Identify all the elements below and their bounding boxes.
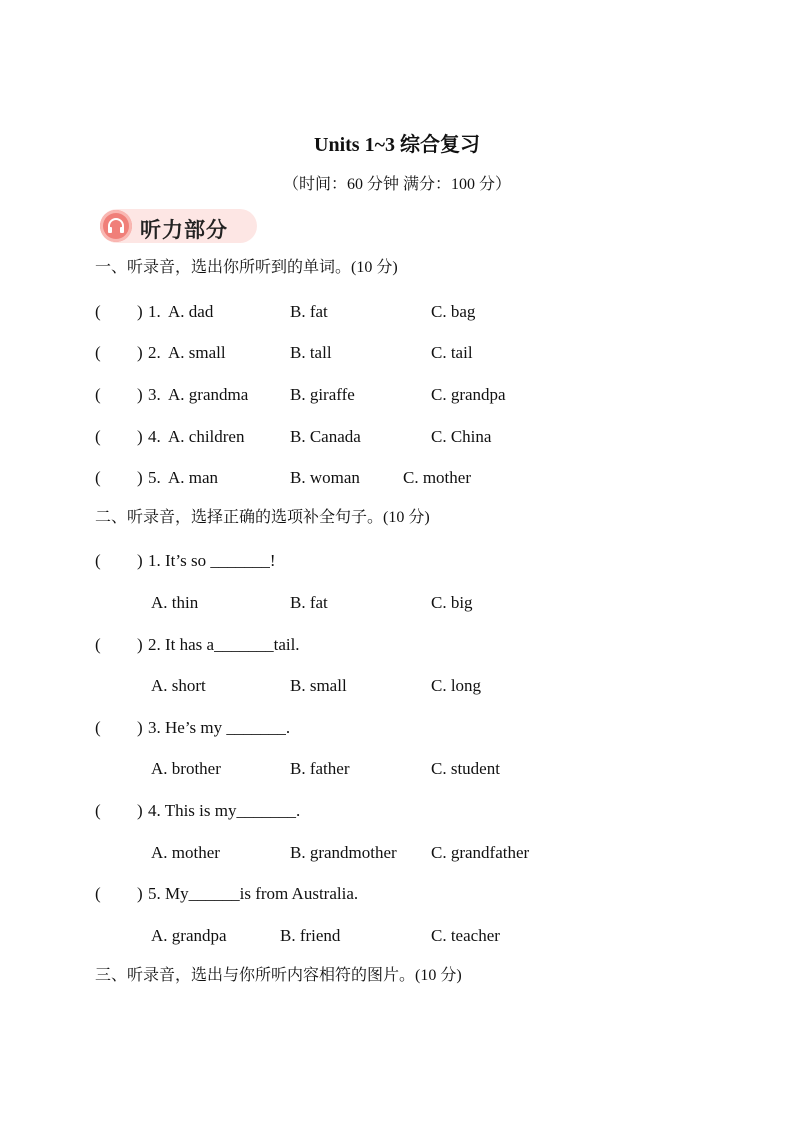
question-number: 2. bbox=[148, 343, 161, 362]
option-b: B. grandmother bbox=[290, 843, 397, 862]
answer-blank-close: ) bbox=[137, 551, 143, 570]
option-a: A. mother bbox=[151, 843, 220, 862]
option-c: C. big bbox=[431, 593, 473, 612]
answer-blank-open[interactable]: ( bbox=[95, 385, 101, 404]
option-a: A. children bbox=[168, 427, 245, 446]
option-c: C. China bbox=[431, 427, 492, 446]
question-number: 4. bbox=[148, 427, 161, 446]
section-2-heading: 二、听录音，选择正确的选项补全句子。(10 分) bbox=[95, 509, 430, 526]
headphones-icon bbox=[100, 210, 132, 242]
option-a: A. grandma bbox=[168, 385, 249, 404]
section-1-heading: 一、听录音，选出你所听到的单词。(10 分) bbox=[95, 259, 398, 276]
question-number: 3. bbox=[148, 385, 161, 404]
answer-blank-open[interactable]: ( bbox=[95, 884, 101, 903]
answer-blank-close: ) bbox=[137, 801, 143, 820]
page-title: Units 1~3 综合复习 bbox=[314, 134, 480, 156]
option-c: C. mother bbox=[403, 468, 471, 487]
answer-blank-open[interactable]: ( bbox=[95, 302, 101, 321]
answer-blank-open[interactable]: ( bbox=[95, 551, 101, 570]
option-a: A. dad bbox=[168, 302, 214, 321]
question-number: 5. bbox=[148, 468, 161, 487]
answer-blank-close: ) bbox=[137, 468, 143, 487]
exam-info: （时间：60 分钟 满分：100 分） bbox=[282, 176, 511, 193]
option-a: A. small bbox=[168, 343, 226, 362]
banner-label: 听力部分 bbox=[140, 218, 228, 242]
option-c: C. bag bbox=[431, 302, 476, 321]
option-b: B. friend bbox=[280, 926, 341, 945]
option-a: A. thin bbox=[151, 593, 199, 612]
question-number: 1. bbox=[148, 302, 161, 321]
option-a: A. grandpa bbox=[151, 926, 227, 945]
answer-blank-close: ) bbox=[137, 884, 143, 903]
answer-blank-open[interactable]: ( bbox=[95, 801, 101, 820]
answer-blank-open[interactable]: ( bbox=[95, 635, 101, 654]
answer-blank-close: ) bbox=[137, 343, 143, 362]
option-b: B. woman bbox=[290, 468, 360, 487]
answer-blank-close: ) bbox=[137, 427, 143, 446]
question-sentence: 2. It has a_______tail. bbox=[148, 635, 300, 654]
option-b: B. giraffe bbox=[290, 385, 355, 404]
option-b: B. father bbox=[290, 759, 350, 778]
option-c: C. teacher bbox=[431, 926, 500, 945]
answer-blank-close: ) bbox=[137, 635, 143, 654]
answer-blank-open[interactable]: ( bbox=[95, 427, 101, 446]
option-b: B. fat bbox=[290, 593, 328, 612]
option-a: A. brother bbox=[151, 759, 221, 778]
section-3-heading: 三、听录音，选出与你所听内容相符的图片。(10 分) bbox=[95, 967, 462, 984]
option-b: B. fat bbox=[290, 302, 328, 321]
question-sentence: 5. My______is from Australia. bbox=[148, 884, 359, 903]
option-a: A. short bbox=[151, 676, 206, 695]
answer-blank-close: ) bbox=[137, 385, 143, 404]
option-b: B. tall bbox=[290, 343, 332, 362]
question-sentence: 4. This is my_______. bbox=[148, 801, 301, 820]
option-c: C. grandpa bbox=[431, 385, 506, 404]
option-b: B. Canada bbox=[290, 427, 361, 446]
answer-blank-open[interactable]: ( bbox=[95, 468, 101, 487]
answer-blank-close: ) bbox=[137, 302, 143, 321]
option-a: A. man bbox=[168, 468, 219, 487]
option-b: B. small bbox=[290, 676, 347, 695]
option-c: C. grandfather bbox=[431, 843, 530, 862]
listening-section-banner bbox=[100, 209, 257, 243]
answer-blank-open[interactable]: ( bbox=[95, 718, 101, 737]
question-sentence: 3. He’s my _______. bbox=[148, 718, 291, 737]
answer-blank-close: ) bbox=[137, 718, 143, 737]
question-sentence: 1. It’s so _______! bbox=[148, 551, 276, 570]
option-c: C. student bbox=[431, 759, 500, 778]
option-c: C. tail bbox=[431, 343, 473, 362]
option-c: C. long bbox=[431, 676, 482, 695]
answer-blank-open[interactable]: ( bbox=[95, 343, 101, 362]
